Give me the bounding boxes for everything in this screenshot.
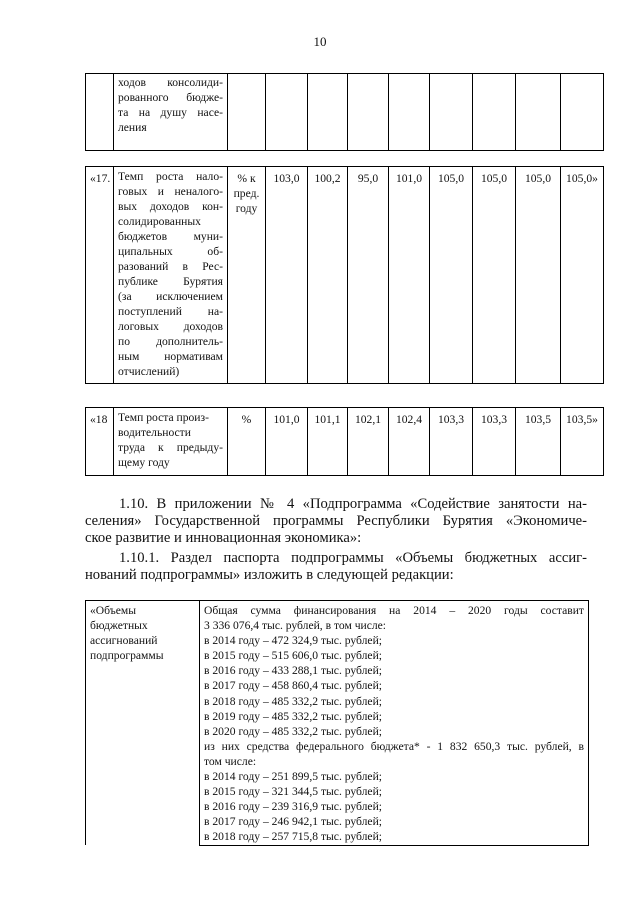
value-cell: 103,5»: [561, 408, 604, 476]
value-cell: 102,1: [348, 408, 389, 476]
indicator-table-top: [85, 73, 604, 151]
indicator-table-18: [85, 407, 604, 476]
budget-label-cell: «Объемы бюджетных ассигнований подпрограммы: [86, 601, 200, 846]
table-row: [86, 74, 604, 151]
value-cell: 100,2: [308, 167, 348, 384]
value-cell: 103,0: [266, 167, 308, 384]
row-description: Темп роста нало- говых и неналого- вых доходов кон- солидированных бюджетов муни- ципальных об- разований в Рес- публике Бурятия (за исключением поступлений на- логовых доходов по дополнитель- ным нормативам отчислений): [114, 167, 228, 384]
value-cell: 105,0: [516, 167, 561, 384]
row-description: Темп роста произ- водительности труда к предыду- щему году: [114, 408, 228, 476]
budget-allocations-table: [85, 600, 589, 846]
paragraph-1-10-1: 1.10.1. Раздел паспорта подпрограммы «Объемы бюджетных ассиг- нований подпрограммы» изложить в следующей редакции:: [85, 550, 587, 584]
paragraph-1-10: 1.10. В приложении № 4 «Подпрограмма «Содействие занятости на- селения» Государственной программы Республики Бурятия «Экономиче- ское развитие и инновационная экономика»:: [85, 496, 587, 547]
value-cell: 101,1: [308, 408, 348, 476]
table-row: [86, 601, 589, 846]
value-cell: 103,5: [516, 408, 561, 476]
value-cell: 105,0»: [561, 167, 604, 384]
value-cell: 105,0: [473, 167, 516, 384]
row-description: ходов консолиди- рованного бюдже- та на душу насе- ления: [114, 74, 228, 151]
value-cell: 103,3: [430, 408, 473, 476]
row-index: «18: [86, 408, 114, 476]
value-cell: 101,0: [389, 167, 430, 384]
row-unit: % к пред. году: [228, 167, 266, 384]
row-index: [86, 74, 114, 151]
value-cell: 105,0: [430, 167, 473, 384]
value-cell: 103,3: [473, 408, 516, 476]
indicator-table-17: [85, 166, 604, 384]
value-cell: 95,0: [348, 167, 389, 384]
value-cell: 102,4: [389, 408, 430, 476]
table-row: [86, 167, 604, 384]
table-row: [86, 408, 604, 476]
budget-amounts-cell: Общая сумма финансирования на 2014 – 2020 годы составит 3 336 076,4 тыс. рублей, в том числе: в 2014 году – 472 324,9 тыс. рублей; в 2015 году – 515 606,0 тыс. рублей; в 2016 году – 433 288,1 тыс. рублей; в 2017 году – 458 860,4 тыс. рублей; в 2018 году – 485 332,2 тыс. рублей; в 2019 году – 485 332,2 тыс. рублей; в 2020 году – 485 332,2 тыс. рублей; из них средства федерального бюджета* - 1 832 650,3 тыс. рублей, в том числе: в 2014 году – 251 899,5 тыс. рублей; в 2015 году – 321 344,5 тыс. рублей; в 2016 году – 239 316,9 тыс. рублей; в 2017 году – 246 942,1 тыс. рублей; в 2018 году – 257 715,8 тыс. рублей;: [200, 601, 589, 846]
row-unit: %: [228, 408, 266, 476]
row-index: «17.: [86, 167, 114, 384]
page-number: 10: [313, 34, 327, 49]
value-cell: 101,0: [266, 408, 308, 476]
